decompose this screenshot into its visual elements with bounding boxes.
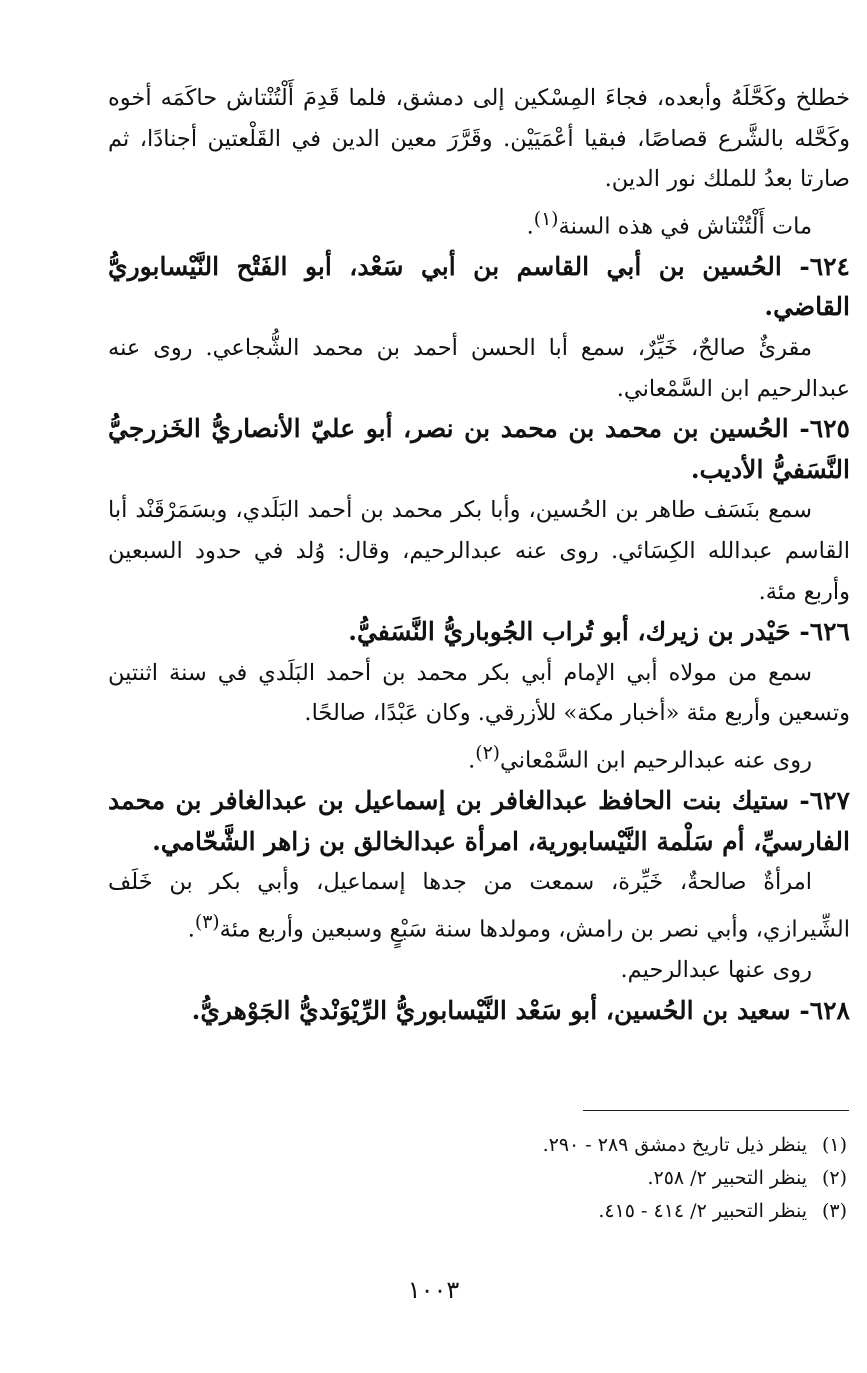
footnote-ref-2: (٢)	[475, 743, 500, 764]
footnote-divider	[583, 1110, 849, 1111]
footnote-text: ينظر التحبير ٢/ ٢٥٨.	[647, 1167, 807, 1189]
narrators-text: روى عنه عبدالرحيم ابن السَّمْعاني	[499, 747, 812, 774]
period: .	[526, 213, 534, 240]
footnotes	[287, 1129, 847, 1228]
footnote-1	[287, 1129, 847, 1162]
entry-body-625: سمع بنَسَف طاهر بن الحُسين، وأبا بكر محمد بن أحمد البَلَدي، وبسَمَرْقَنْد أبا القاسم عبدالله الكِسَائي. روى عنه عبدالرحيم، وقال: وُلد في حدود السبعين وأربع مئة.	[108, 497, 850, 605]
entry-body-627	[108, 862, 850, 950]
entry-body-627-narrators: روى عنها عبدالرحيم.	[620, 956, 812, 983]
entry-heading-624: ٦٢٤- الحُسين بن أبي القاسم بن أبي سَعْد، أبو الفَتْح النَّيْسابوريُّ القاضي.	[108, 251, 850, 322]
main-text	[108, 78, 850, 1031]
entry-heading-627: ٦٢٧- ستيك بنت الحافظ عبدالغافر بن إسماعيل بن عبدالغافر بن محمد الفارسيِّ، أم سَلْمة النَّيْسابورية، امرأة عبدالخالق بن زاهر الشَّحّامي.	[108, 786, 850, 856]
paragraph-death-text: مات أَلْتُنْتاش في هذه السنة	[558, 213, 812, 240]
entry-body-627-text: امرأةٌ صالحةٌ، خَيِّرة، سمعت من جدها إسماعيل، وأبي بكر بن خَلَف الشِّيرازي، وأبي نصر بن رامش، ومولدها سنة سَبْعٍ وسبعين وأربع مئة	[108, 869, 850, 943]
footnote-ref-3: (٣)	[194, 911, 220, 933]
footnote-number: (٣)	[821, 1200, 847, 1222]
entry-heading-628: ٦٢٨- سعيد بن الحُسين، أبو سَعْد النَّيْسابوريُّ الرِّيْوَنْديُّ الجَوْهريُّ.	[191, 995, 850, 1025]
entry-body-624: مقرئٌ صالحٌ، خَيِّرٌ، سمع أبا الحسن أحمد بن محمد الشُّجاعي. روى عنه عبدالرحيم ابن السَّمْعاني.	[108, 335, 850, 402]
footnote-text: ينظر ذيل تاريخ دمشق ٢٨٩ - ٢٩٠.	[542, 1134, 807, 1156]
entry-body-626: سمع من مولاه أبي الإمام أبي بكر محمد بن أحمد البَلَدي في سنة اثنتين وتسعين وأربع مئة «أخبار مكة» للأزرقي. وكان عَبْدًا، صالحًا.	[108, 659, 850, 727]
footnote-number: (١)	[821, 1134, 847, 1156]
footnote-text: ينظر التحبير ٢/ ٤١٤ - ٤١٥.	[598, 1200, 807, 1222]
footnote-number: (٢)	[821, 1167, 847, 1189]
period: .	[468, 747, 476, 774]
entry-body-626-narrators	[108, 734, 850, 781]
period: .	[187, 916, 195, 943]
paragraph-death-note	[108, 200, 850, 247]
entry-heading-626: ٦٢٦- حَيْدر بن زيرك، أبو تُراب الجُوباريُّ النَّسَفيُّ.	[348, 617, 850, 647]
paragraph-intro: خطلخ وكَحَّلَهُ وأبعده، فجاءَ المِسْكين إلى دمشق، فلما قَدِمَ أَلْتُنْتاش حاكَمَه أخوه وكَحَّله بالشَّرع قصاصًا، فبقيا أعْمَيَيْن. وقَرَّرَ معين الدين في القَلْعتين أجنادًا، ثم صارتا بعدُ للملك نور الدين.	[108, 85, 850, 193]
footnote-2	[287, 1162, 847, 1195]
entry-heading-625: ٦٢٥- الحُسين بن محمد بن محمد بن نصر، أبو عليّ الأنصاريُّ الخَزرجيُّ النَّسَفيُّ الأديب.	[108, 414, 850, 484]
footnote-3	[287, 1195, 847, 1228]
footnote-ref-1: (١)	[533, 208, 559, 230]
page-number: ١٠٠٣	[407, 1276, 460, 1304]
